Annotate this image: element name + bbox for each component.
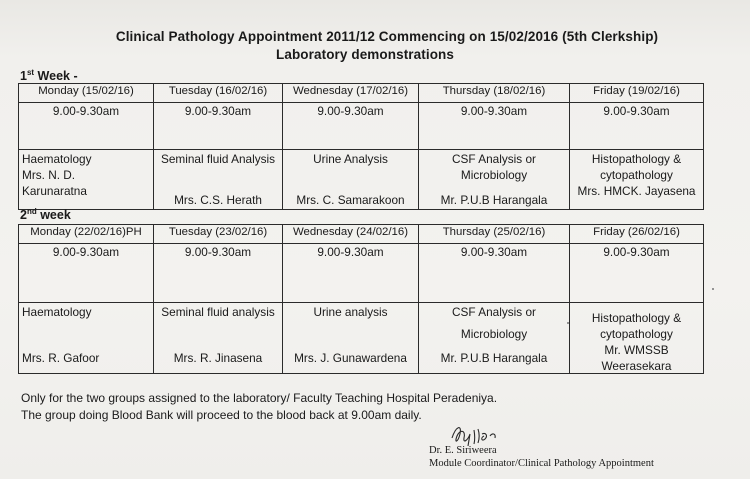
topic-line: CSF Analysis or xyxy=(452,305,536,319)
topic-line: Urine analysis xyxy=(313,305,388,319)
time-cell: 9.00-9.30am xyxy=(154,244,283,303)
topic-cell xyxy=(570,150,704,210)
footer-notes xyxy=(21,390,497,424)
topic-cell xyxy=(154,150,283,210)
time-cell: 9.00-9.30am xyxy=(570,244,704,303)
week-1-day-row xyxy=(19,84,704,103)
topic-cell xyxy=(283,150,419,210)
week-2-time-row xyxy=(19,244,704,303)
topic-line: Haematology xyxy=(22,152,92,166)
staff-name: Mrs. R. Jinasena xyxy=(173,351,263,365)
topic-line: Haematology xyxy=(22,305,92,319)
paper-speck xyxy=(712,288,714,290)
topic-line: Seminal fluid analysis xyxy=(161,305,275,319)
time-cell: 9.00-9.30am xyxy=(19,244,154,303)
topic-cell xyxy=(154,303,283,374)
topic-line: Histopathology & xyxy=(591,311,682,325)
week-1-time-row xyxy=(19,103,704,150)
week-2-label: 2nd week xyxy=(20,207,71,223)
topic-cell xyxy=(19,150,154,210)
staff-name: Mrs. C. Samarakoon xyxy=(296,193,405,207)
topic-cell xyxy=(419,303,570,374)
time-cell: 9.00-9.30am xyxy=(419,244,570,303)
topic-cell xyxy=(19,303,154,374)
topic-cell xyxy=(283,303,419,374)
day-header: Friday (19/02/16) xyxy=(570,84,704,103)
staff-line: Weerasekara xyxy=(601,359,672,373)
day-header: Monday (22/02/16)PH xyxy=(19,225,154,244)
time-cell: 9.00-9.30am xyxy=(283,244,419,303)
staff-name: Mrs. R. Gafoor xyxy=(22,351,100,365)
time-cell: 9.00-9.30am xyxy=(154,103,283,150)
topic-line: Urine Analysis xyxy=(313,152,388,166)
day-header: Friday (26/02/16) xyxy=(570,225,704,244)
week-2-day-row xyxy=(19,225,704,244)
paper-speck xyxy=(567,322,569,324)
topic-line: Microbiology xyxy=(460,327,528,341)
week-1-topic-row xyxy=(19,150,704,210)
week-1-label: 1st Week - xyxy=(20,68,78,84)
topic-line: cytopathology xyxy=(600,168,673,182)
time-cell: 9.00-9.30am xyxy=(419,103,570,150)
staff-line: Mrs. HMCK. Jayasena xyxy=(577,184,696,198)
week-2-table xyxy=(18,224,704,374)
week-1-table xyxy=(18,83,704,210)
topic-cell xyxy=(570,303,704,374)
day-header: Monday (15/02/16) xyxy=(19,84,154,103)
day-header: Wednesday (17/02/16) xyxy=(283,84,419,103)
week-2-topic-row xyxy=(19,303,704,374)
document-subtitle: Laboratory demonstrations xyxy=(275,47,455,62)
day-header: Thursday (25/02/16) xyxy=(419,225,570,244)
day-header: Thursday (18/02/16) xyxy=(419,84,570,103)
note-line: The group doing Blood Bank will proceed to the blood back at 9.00am daily. xyxy=(21,408,422,422)
time-cell: 9.00-9.30am xyxy=(19,103,154,150)
staff-name: Mr. P.U.B Harangala xyxy=(440,193,548,207)
time-cell: 9.00-9.30am xyxy=(283,103,419,150)
topic-line: Histopathology & xyxy=(591,152,682,166)
staff-name: Mr. P.U.B Harangala xyxy=(440,351,548,365)
topic-line: Seminal fluid Analysis xyxy=(160,152,276,166)
day-header: Tuesday (23/02/16) xyxy=(154,225,283,244)
topic-line: Microbiology xyxy=(460,168,528,182)
staff-line: Mr. WMSSB xyxy=(604,343,669,357)
topic-line: CSF Analysis or xyxy=(452,152,536,166)
day-header: Wednesday (24/02/16) xyxy=(283,225,419,244)
signatory-name: Dr. E. Siriweera xyxy=(429,445,497,456)
day-header: Tuesday (16/02/16) xyxy=(154,84,283,103)
signatory-role: Module Coordinator/Clinical Pathology Appointment xyxy=(429,458,654,469)
note-line: Only for the two groups assigned to the laboratory/ Faculty Teaching Hospital Peradeniya. xyxy=(21,391,498,405)
staff-line: Karunaratna xyxy=(22,184,87,198)
time-cell: 9.00-9.30am xyxy=(570,103,704,150)
document-title: Clinical Pathology Appointment 2011/12 Commencing on 15/02/2016 (5th Clerkship) xyxy=(115,29,659,44)
topic-line: cytopathology xyxy=(600,327,673,341)
staff-name: Mrs. J. Gunawardena xyxy=(294,351,407,365)
staff-line: Mrs. N. D. xyxy=(22,168,76,182)
topic-cell xyxy=(419,150,570,210)
staff-name: Mrs. C.S. Herath xyxy=(174,193,262,207)
